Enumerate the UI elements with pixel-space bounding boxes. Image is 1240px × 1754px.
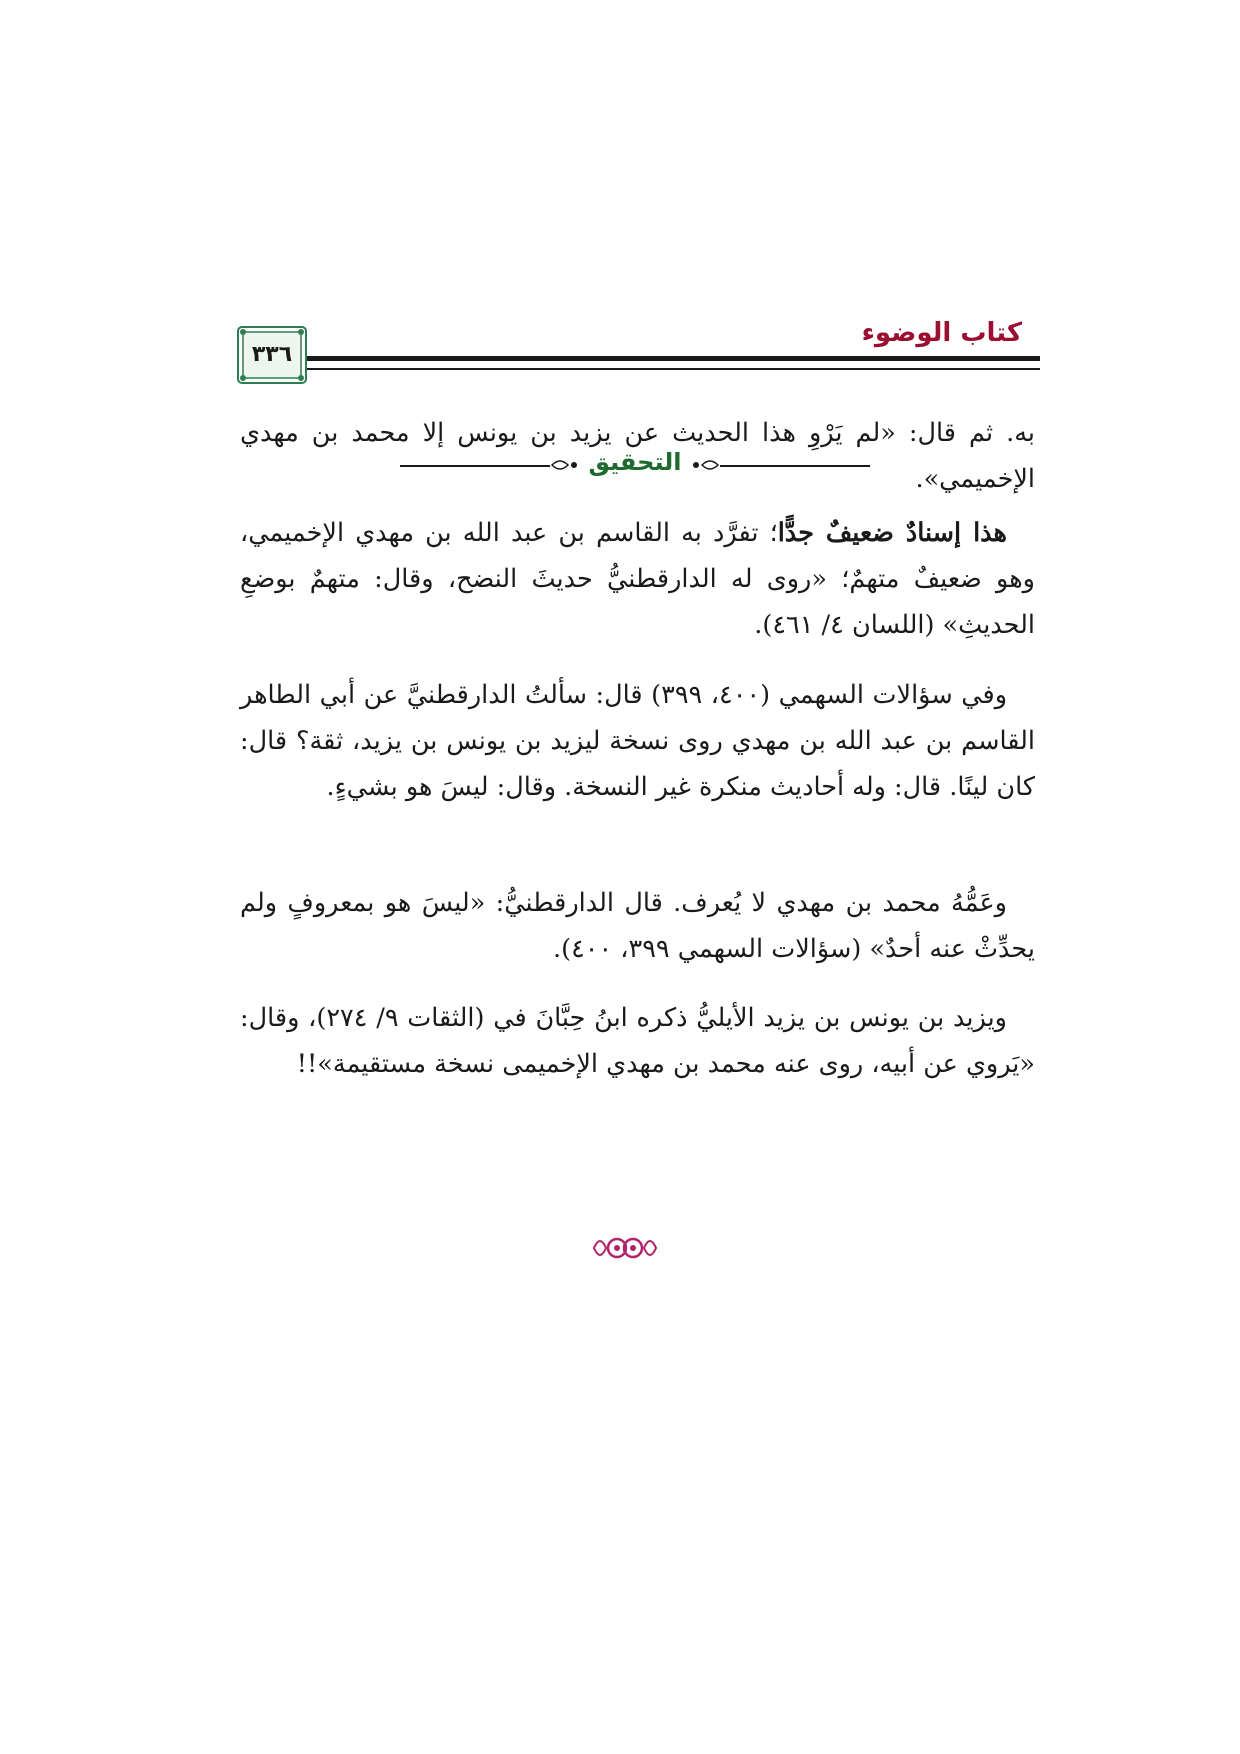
paragraph-4-text: ويزيد بن يونس بن يزيد الأيليُّ ذكره ابنُ حِبَّانَ في (الثقات ٩/ ٢٧٤)، وقال: «يَروي عن أبيه، روى عنه محمد بن مهدي الإخميمى نسخة مستقيمة»!! (240, 1003, 1035, 1079)
paragraph-2-text: وفي سؤالات السهمي (٤٠٠، ٣٩٩) قال: سألتُ الدارقطنيَّ عن أبي الطاهر القاسم بن عبد الله بن مهدي روى نسخة ليزيد بن يونس بن يزيد، ثقة؟ قال: كان لينًا. قال: وله أحاديث منكرة غير النسخة. وقال: ليسَ هو بشيءٍ. (240, 680, 1035, 802)
section-divider (400, 448, 870, 482)
header-rule-top (237, 356, 1040, 361)
paragraph-4 (240, 995, 1035, 1087)
page-number: ٣٣٦ (251, 342, 293, 367)
paragraph-1-text: ؛ تفرَّد به القاسم بن عبد الله بن مهدي الإخميمي، وهو ضعيفٌ متهمٌ؛ «روى له الدارقطنيُّ حديثَ النضح، وقال: متهمٌ بوضعِ الحديثِ» (اللسان ٤/ ٤٦١). (240, 518, 1035, 640)
section-heading: التحقيق (588, 448, 682, 476)
paragraph-3-text: وعَمُّهُ محمد بن مهدي لا يُعرف. قال الدارقطنيُّ: «ليسَ هو بمعروفٍ ولم يحدِّثْ عنه أحدٌ» (سؤالات السهمي ٣٩٩، ٤٠٠). (240, 888, 1035, 964)
intro-line-1: به. ثم قال: «لم يَرْوِ هذا الحديث عن يزيد بن يونس إلا محمد بن مهدي (240, 418, 1035, 448)
verdict-text: هذا إسنادٌ ضعيفٌ جدًّا (777, 518, 1007, 548)
intro-line-2: الإخميمي». (915, 464, 1035, 494)
page-header (237, 310, 1040, 400)
paragraph-3 (240, 880, 1035, 972)
page-number-frame (237, 326, 307, 384)
header-rule-bottom (237, 368, 1040, 370)
floral-ornament-icon (590, 1228, 660, 1268)
paragraph-1 (240, 510, 1035, 648)
book-title: كتاب الوضوء (861, 318, 1022, 348)
paragraph-2 (240, 672, 1035, 810)
